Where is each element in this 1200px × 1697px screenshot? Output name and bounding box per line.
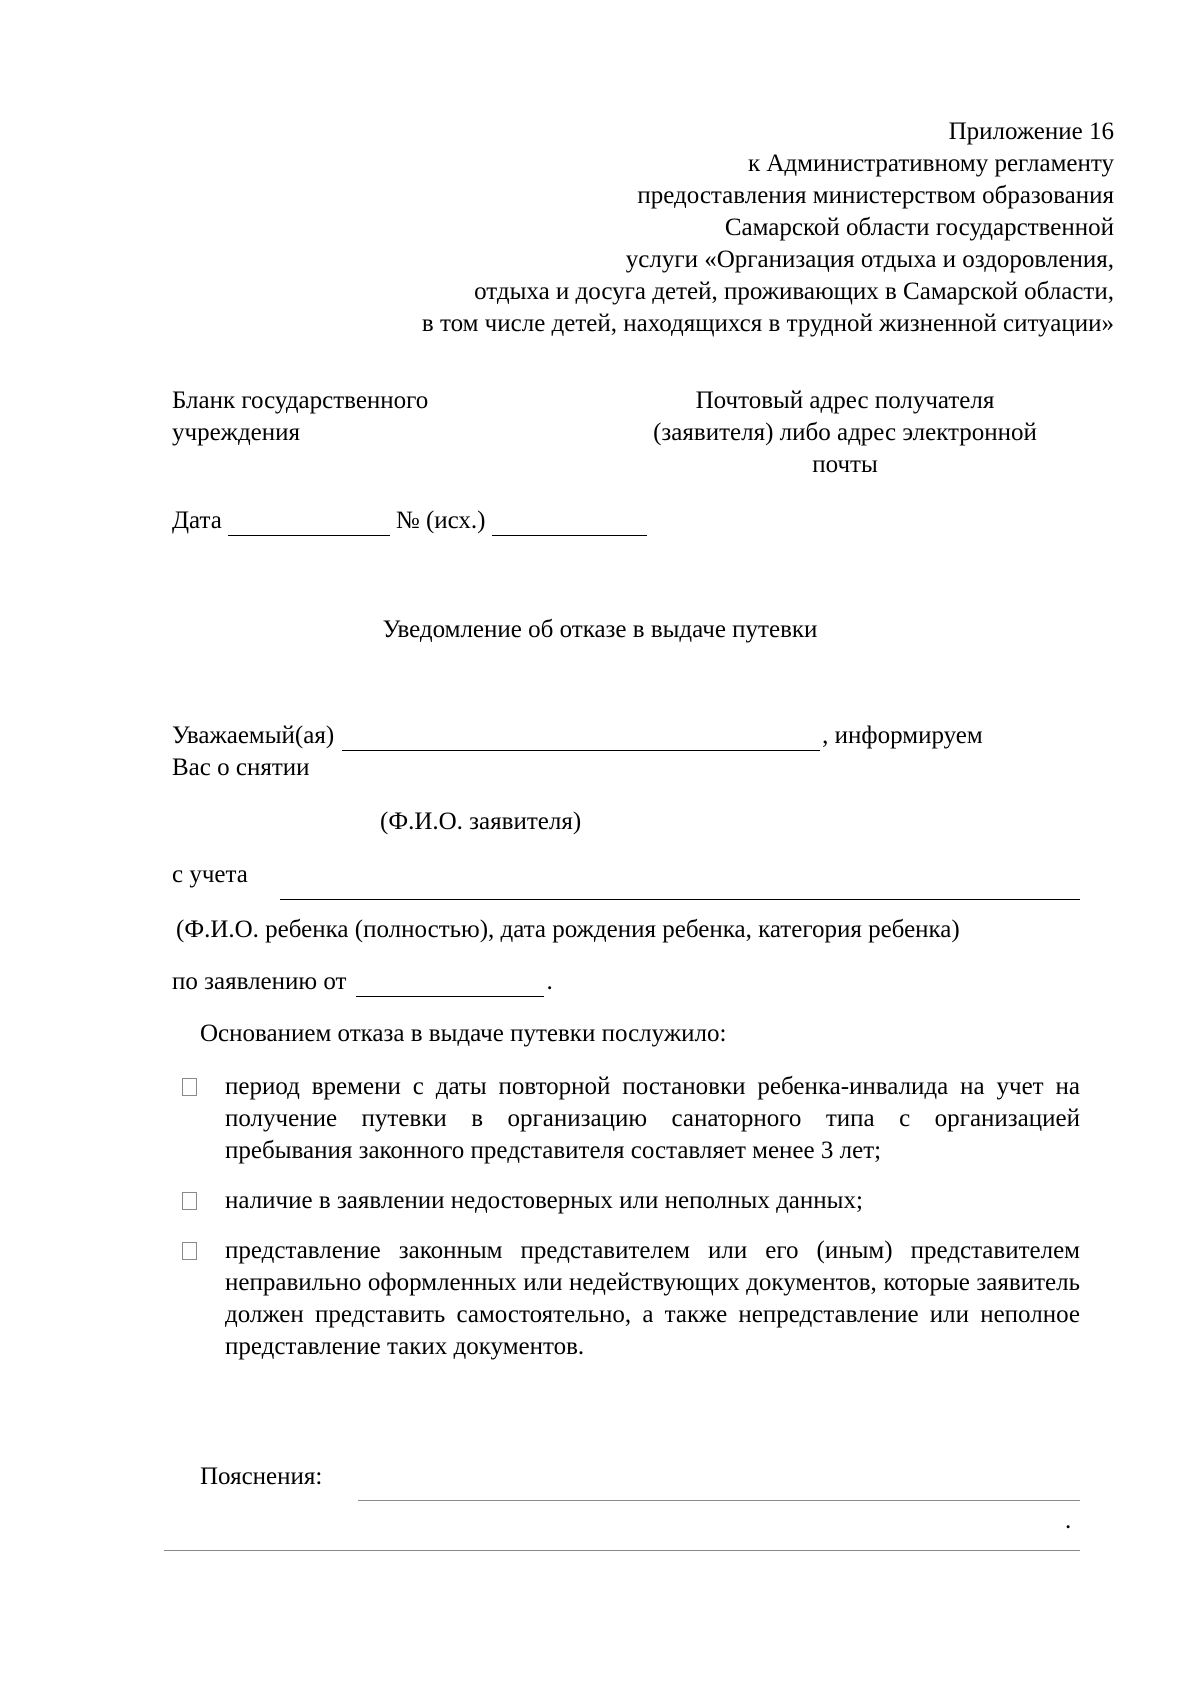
refusal-basis-heading: Основанием отказа в выдаче путевки послужило: bbox=[200, 1020, 727, 1047]
address-line: Почтовый адрес получателя bbox=[695, 387, 995, 414]
appendix-line: в том числе детей, находящихся в трудной жизненной ситуации» bbox=[421, 310, 1114, 337]
notes-field[interactable] bbox=[358, 1500, 1080, 1501]
application-label: по заявлению от bbox=[172, 968, 347, 995]
list-item bbox=[180, 1071, 1080, 1167]
application-date-field[interactable] bbox=[356, 972, 544, 997]
reason-text: представление законным представителем или его (иным) представителем неправильно оформленных или недействующих документов, которые заявитель должен представить самостоятельно, а также непредставление или неполное представление таких документов. bbox=[225, 1237, 1080, 1360]
greeting-line bbox=[172, 720, 983, 751]
application-date-line bbox=[172, 966, 553, 997]
recipient-address bbox=[600, 385, 1090, 481]
appendix-line: отдыха и досуга детей, проживающих в Самарской области, bbox=[474, 278, 1114, 305]
date-number-line bbox=[172, 505, 653, 536]
appendix-line: Приложение 16 bbox=[948, 118, 1114, 145]
application-end: . bbox=[546, 968, 553, 995]
notes-end: . bbox=[1065, 1507, 1072, 1534]
greeting-suffix: , информируем bbox=[822, 722, 983, 749]
document-title: Уведомление об отказе в выдаче путевки bbox=[382, 616, 818, 643]
institution-letterhead bbox=[172, 385, 428, 449]
address-line: почты bbox=[812, 451, 878, 478]
letterhead-line: учреждения bbox=[172, 419, 301, 446]
notes-field-continuation[interactable] bbox=[164, 1550, 1080, 1551]
appendix-header bbox=[422, 116, 1114, 340]
appendix-line: Самарской области государственной bbox=[724, 214, 1114, 241]
refusal-reasons-list bbox=[180, 1071, 1080, 1381]
date-field[interactable] bbox=[228, 511, 390, 536]
number-field[interactable] bbox=[492, 511, 647, 536]
child-info-caption: (Ф.И.О. ребенка (полностью), дата рождения ребенка, категория ребенка) bbox=[176, 916, 960, 943]
applicant-name-field[interactable] bbox=[342, 726, 820, 751]
list-item bbox=[180, 1185, 1080, 1217]
applicant-name-caption: (Ф.И.О. заявителя) bbox=[380, 808, 582, 835]
reason-checkbox[interactable] bbox=[182, 1242, 197, 1260]
appendix-line: услуги «Организация отдыха и оздоровления, bbox=[625, 246, 1114, 273]
appendix-line: к Административному регламенту bbox=[747, 150, 1114, 177]
letterhead-line: Бланк государственного bbox=[172, 387, 429, 414]
reason-text: период времени с даты повторной постановки ребенка-инвалида на учет на получение путевки в организацию санаторного типа с организацией пребывания законного представителя составляет менее 3 лет; bbox=[225, 1073, 1080, 1164]
appendix-line: предоставления министерством образования bbox=[637, 182, 1114, 209]
greeting-prefix: Уважаемый(ая) bbox=[172, 722, 335, 749]
list-item bbox=[180, 1235, 1080, 1363]
address-line: (заявителя) либо адрес электронной bbox=[653, 419, 1037, 446]
registration-label: с учета bbox=[172, 861, 248, 888]
reason-checkbox[interactable] bbox=[182, 1078, 197, 1096]
reason-checkbox[interactable] bbox=[182, 1192, 197, 1210]
notes-label: Пояснения: bbox=[200, 1463, 323, 1490]
date-label: Дата bbox=[172, 507, 222, 534]
child-info-field[interactable] bbox=[280, 899, 1080, 900]
reason-text: наличие в заявлении недостоверных или неполных данных; bbox=[225, 1187, 863, 1214]
greeting-continuation: Вас о снятии bbox=[172, 754, 310, 781]
number-label: № (исх.) bbox=[395, 507, 486, 534]
